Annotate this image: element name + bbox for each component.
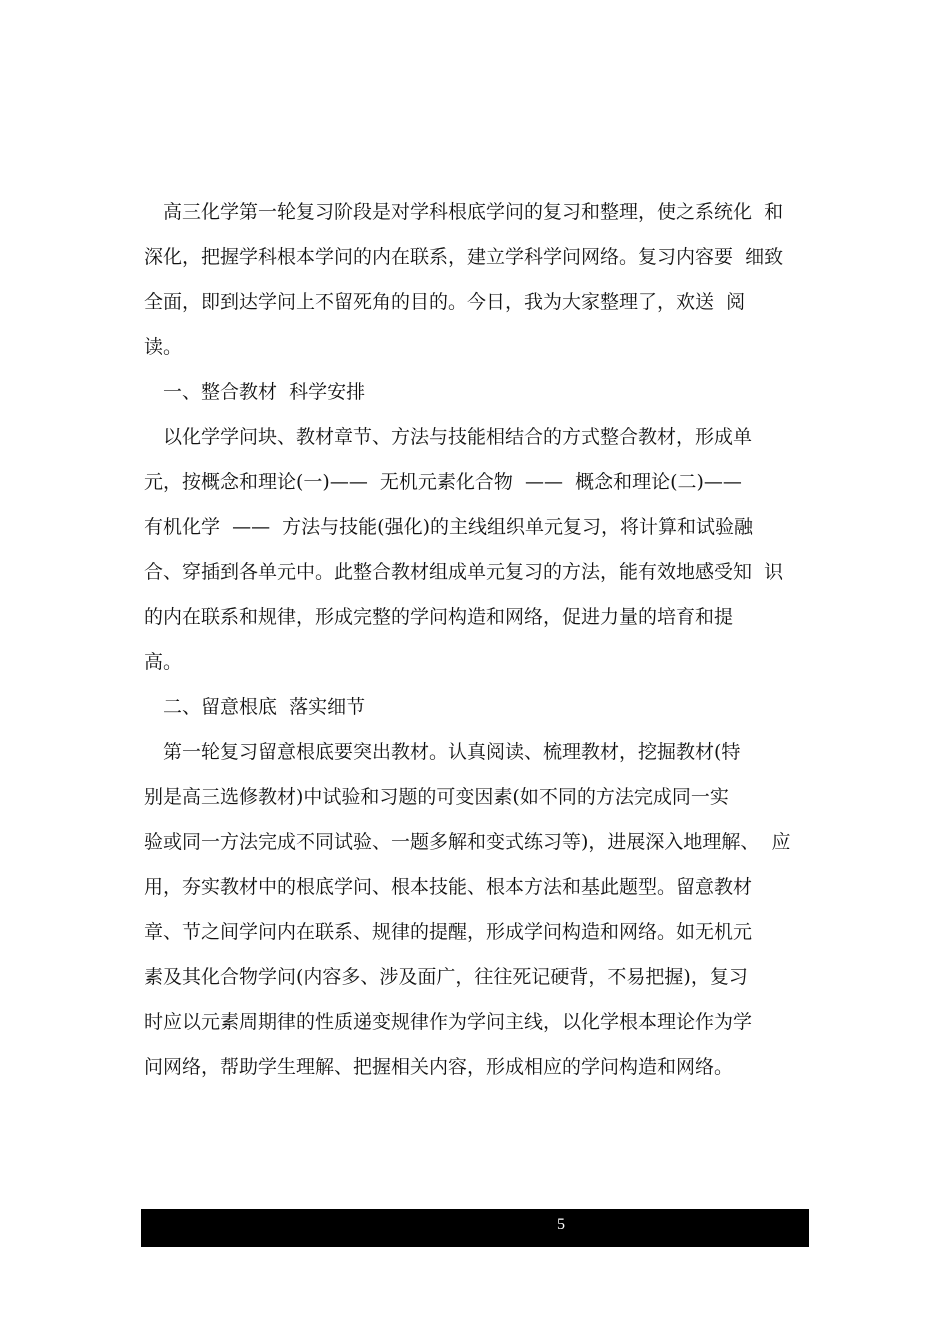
section-1-line-6: 高。 xyxy=(144,651,183,673)
section-2-line-3: 验或同一方法完成不同试验、一题多解和变式练习等)，进展深入地理解、 应 xyxy=(144,831,791,853)
intro-line-3: 全面，即到达学问上不留死角的目的。今日，我为大家整理了，欢送 阅 xyxy=(144,291,746,313)
section-2-line-8: 问网络，帮助学生理解、把握相关内容，形成相应的学问构造和网络。 xyxy=(144,1056,734,1078)
intro-line-4: 读。 xyxy=(144,336,183,358)
section-heading-1: 一、整合教材 科学安排 xyxy=(144,381,366,403)
section-heading-2: 二、留意根底 落实细节 xyxy=(144,696,366,718)
section-2-line-2: 别是高三选修教材)中试验和习题的可变因素(如不同的方法完成同一实 xyxy=(144,786,729,808)
section-2-line-4: 用，夯实教材中的根底学问、根本技能、根本方法和基此题型。留意教材 xyxy=(144,876,753,898)
body-text xyxy=(144,190,810,1090)
footer-bar xyxy=(141,1209,809,1247)
page-number: 5 xyxy=(557,1216,565,1233)
section-1-line-5: 的内在联系和规律，形成完整的学问构造和网络，促进力量的培育和提 xyxy=(144,606,734,628)
section-2-line-5: 章、节之间学问内在联系、规律的提醒，形成学问构造和网络。如无机元 xyxy=(144,921,753,943)
section-1-line-2: 元，按概念和理论(一)—— 无机元素化合物 —— 概念和理论(二)—— xyxy=(144,471,742,493)
section-2-line-6: 素及其化合物学问(内容多、涉及面广，往往死记硬背，不易把握)，复习 xyxy=(144,966,748,988)
section-1-line-1: 以化学学问块、教材章节、方法与技能相结合的方式整合教材，形成单 xyxy=(144,426,753,448)
section-1-line-4: 合、穿插到各单元中。此整合教材组成单元复习的方法，能有效地感受知 识 xyxy=(144,561,784,583)
intro-line-2: 深化，把握学科根本学问的内在联系，建立学科学问网络。复习内容要 细致 xyxy=(144,246,784,268)
section-1-line-3: 有机化学 —— 方法与技能(强化)的主线组织单元复习，将计算和试验融 xyxy=(144,516,753,538)
section-2-line-7: 时应以元素周期律的性质递变规律作为学问主线，以化学根本理论作为学 xyxy=(144,1011,753,1033)
section-2-line-1: 第一轮复习留意根底要突出教材。认真阅读、梳理教材，挖掘教材(特 xyxy=(144,741,741,763)
intro-line-1: 高三化学第一轮复习阶段是对学科根底学问的复习和整理，使之系统化 和 xyxy=(144,201,784,223)
